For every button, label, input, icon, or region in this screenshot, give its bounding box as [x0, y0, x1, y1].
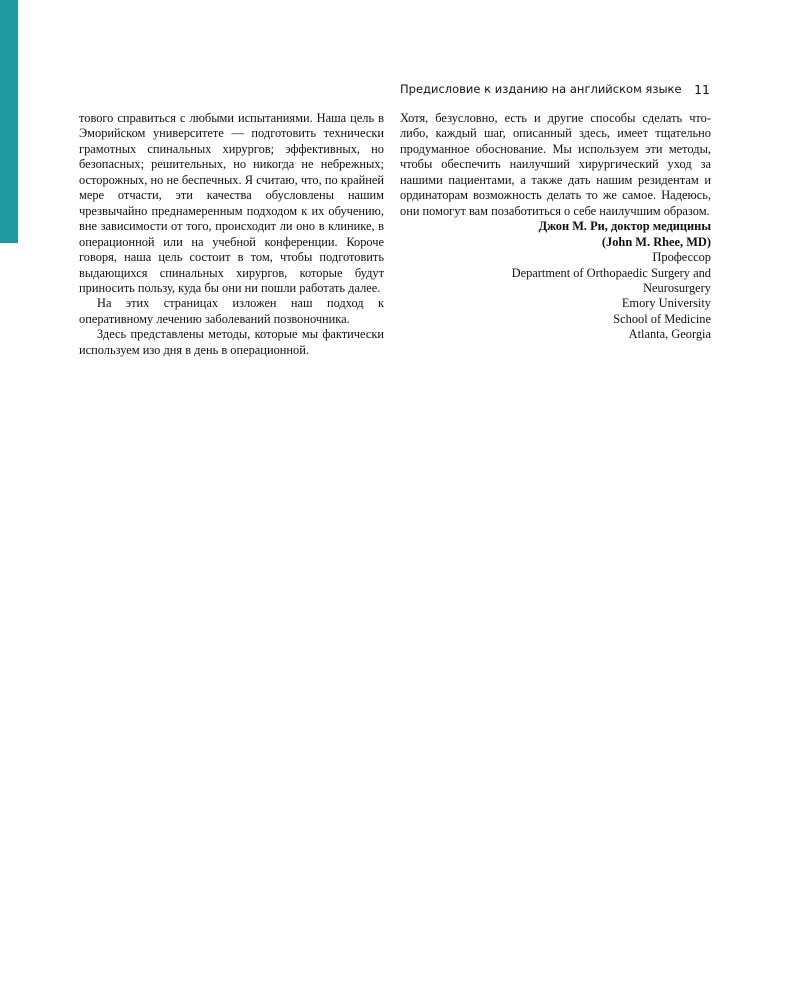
author-name-en: (John M. Rhee, MD)	[601, 234, 711, 249]
paragraph: тового справиться с любыми испытаниями. Наша цель в Эморийском университете — подготовить технически грамотных спинальных хирургов; эффективных, но безопасных; решительных, но никогда не небрежных; осторожных, но не беспечных. Я считаю, что, по крайней мере отчасти, эти качества обусловлены нашим чрезвычайно преднамеренным подходом к их обучению, вне зависимости от того, происходит ли оно в клинике, в операционной или на учебной конференции. Короче говоря, наша цель состоит в том, чтобы подготовить выдающихся спинальных хирургов, которые будут приносить пользу, куда бы они ни пошли работать далее.	[79, 111, 384, 295]
chapter-color-tab	[0, 0, 18, 243]
left-column	[79, 111, 384, 358]
signature-block	[400, 219, 711, 343]
running-header	[400, 82, 710, 98]
department-line-1: Department of Orthopaedic Surgery and	[511, 265, 711, 280]
paragraph: На этих страницах изложен наш подход к оперативному лечению заболеваний позвоночника.	[79, 296, 384, 326]
paragraph: Здесь представлены методы, которые мы фактически используем изо дня в день в операционной.	[79, 327, 384, 357]
department-line-2: Neurosurgery	[643, 280, 711, 295]
author-name-ru: Джон М. Ри, доктор медицины	[538, 219, 711, 234]
page-number: 11	[694, 82, 710, 97]
location: Atlanta, Georgia	[628, 327, 711, 342]
school: School of Medicine	[613, 311, 711, 326]
author-title: Профессор	[652, 250, 711, 265]
running-title: Предисловие к изданию на английском языке	[400, 82, 682, 96]
paragraph: Хотя, безусловно, есть и другие способы сделать что-либо, каждый шаг, описанный здесь, имеет тщательно продуманное обоснование. Мы используем эти методы, чтобы обеспечить наилучший хирургический уход за нашими пациентами, а также дать нашим резидентам и ординаторам возможность делать то же самое. Надеюсь, они помогут вам позаботиться о себе наилучшим образом.	[400, 111, 711, 218]
right-column	[400, 111, 711, 343]
university: Emory University	[621, 296, 711, 311]
